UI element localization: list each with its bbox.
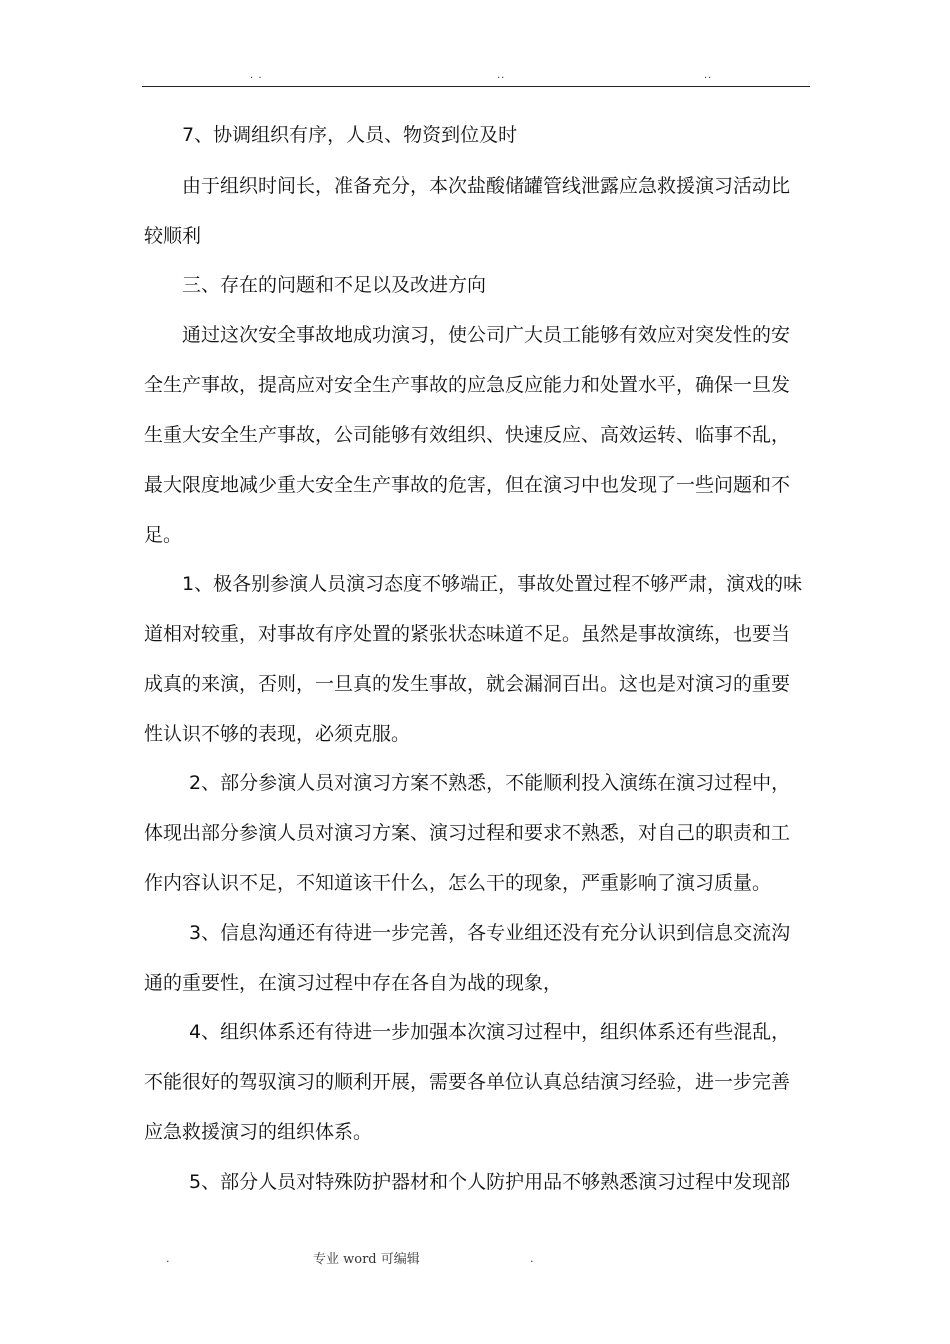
text-line: 应急救援演习的组织体系。 [144,1121,373,1143]
text-line: 作内容认识不足，不知道该干什么，怎么干的现象，严重影响了演习质量。 [144,872,772,894]
text-line: 成真的来演，否则，一旦真的发生事故，就会漏洞百出。这也是对演习的重要 [144,673,791,695]
header-dots-center: .. [497,70,506,81]
text-line: 5、部分人员对特殊防护器材和个人防护用品不够熟悉演习过程中发现部 [189,1171,791,1193]
text-line: 2、部分参演人员对演习方案不熟悉，不能顺利投入演练在演习过程中， [189,772,791,794]
text-line: 道相对较重，对事故有序处置的紧张状态味道不足。虽然是事故演练，也要当 [144,623,791,645]
footer-dot-left: . [166,1252,170,1265]
text-line: 7、协调组织有序，人员、物资到位及时 [182,124,518,146]
header-dots-right: .. [704,70,713,81]
text-line: 不能很好的驾驭演习的顺利开展，需要各单位认真总结演习经验，进一步完善 [144,1071,791,1093]
text-line: 三、存在的问题和不足以及改进方向 [182,274,487,296]
text-line: 全生产事故，提高应对安全生产事故的应急反应能力和处置水平，确保一旦发 [144,374,791,396]
text-line: 通过这次安全事故地成功演习，使公司广大员工能够有效应对突发性的安 [182,324,791,346]
text-line: 4、组织体系还有待进一步加强本次演习过程中，组织体系还有些混乱， [189,1021,791,1043]
header-dots-left: . . [250,70,263,81]
text-line: 体现出部分参演人员对演习方案、演习过程和要求不熟悉，对自己的职责和工 [144,822,791,844]
footer-text: 专业 word 可编辑 [313,1252,420,1267]
text-line: 最大限度地减少重大安全生产事故的危害，但在演习中也发现了一些问题和不 [144,474,791,496]
text-line: 生重大安全生产事故，公司能够有效组织、快速反应、高效运转、临事不乱， [144,424,791,446]
header-rule [142,86,810,87]
text-line: 性认识不够的表现，必须克服。 [144,723,411,745]
text-line: 通的重要性，在演习过程中存在各自为战的现象， [144,972,563,994]
footer-dot-right: . [530,1252,534,1265]
text-line: 1、极各别参演人员演习态度不够端正，事故处置过程不够严肃，演戏的味 [182,573,803,595]
text-line: 由于组织时间长，准备充分，本次盐酸储罐管线泄露应急救援演习活动比 [182,175,791,197]
text-line: 较顺利 [144,225,202,247]
text-line: 足。 [144,524,183,546]
text-line: 3、信息沟通还有待进一步完善，各专业组还没有充分认识到信息交流沟 [189,922,791,944]
